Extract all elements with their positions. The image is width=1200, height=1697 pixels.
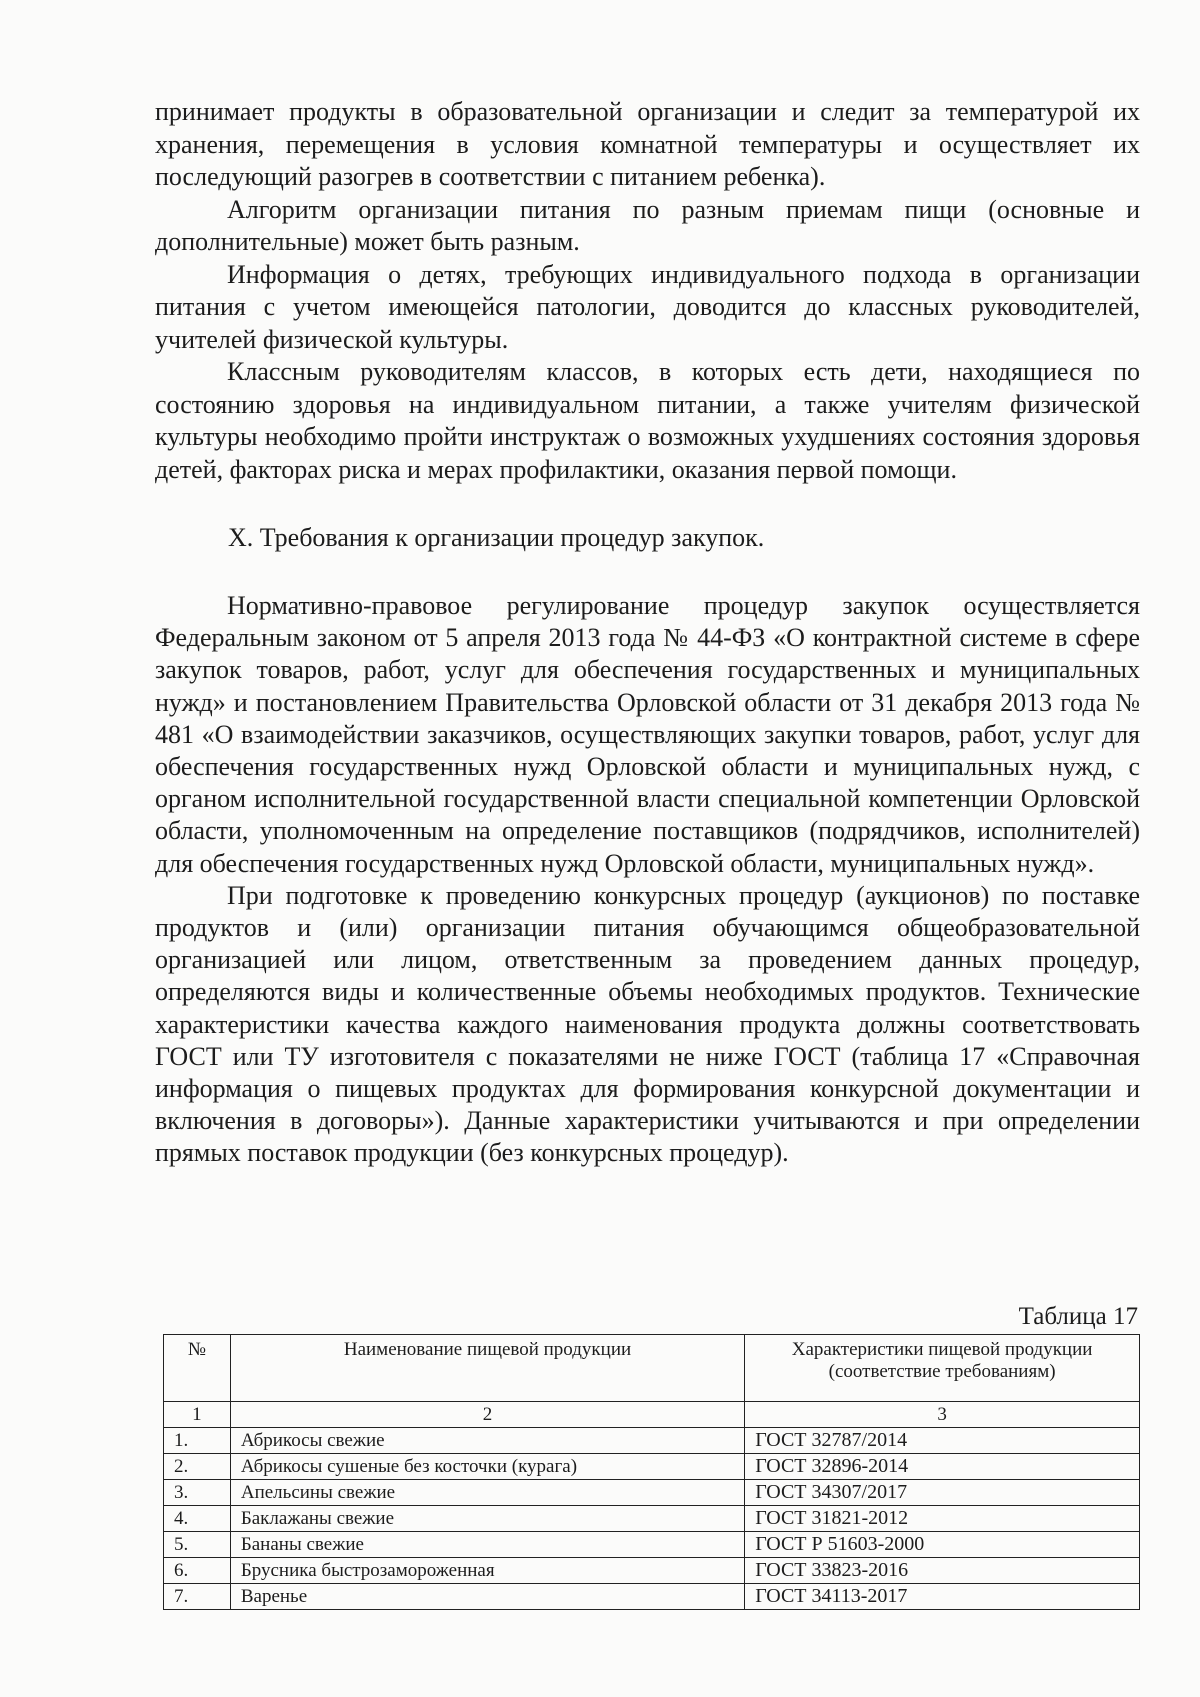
paragraph: Классным руководителям классов, в которых есть дети, находящиеся по состоянию здоровья на индивидуальном питании, а также учителям физической культуры необходимо пройти инструктаж о возможных ухудшениях состояния здоровья детей, факторах риска и мерах профилактики, оказания первой помощи. bbox=[155, 357, 1140, 484]
paragraph: Информация о детях, требующих индивидуального подхода в организации питания с учетом имеющейся патологии, доводится до классных руководителей, учителей физической культуры. bbox=[155, 259, 1140, 354]
table-cell: 7. bbox=[164, 1584, 231, 1610]
table-index-row bbox=[164, 1402, 1140, 1428]
table-cell: ГОСТ 34113-2017 bbox=[745, 1584, 1140, 1610]
column-header-number: № bbox=[164, 1335, 231, 1402]
table-cell: Апельсины свежие bbox=[230, 1480, 744, 1506]
table-cell: Абрикосы свежие bbox=[230, 1428, 744, 1454]
paragraph: При подготовке к проведению конкурсных процедур (аукционов) по поставке продуктов и (или) организации питания обучающимся общеобразовательной организацией или лицом, ответственным за проведением данных процедур, определяются виды и количественные объемы необходимых продуктов. Технические характеристики качества каждого наименования продукта должны соответствовать ГОСТ или ТУ изготовителя с показателями не ниже ГОСТ (таблица 17 «Справочная информация о пищевых продуктах для формирования конкурсной документации и включения в договоры»). Данные характеристики учитываются и при определении прямых поставок продукции (без конкурсных процедур). bbox=[155, 880, 1140, 1168]
table-cell: 5. bbox=[164, 1532, 231, 1558]
product-table bbox=[163, 1334, 1140, 1610]
table-cell: ГОСТ 32896-2014 bbox=[745, 1454, 1140, 1480]
table-cell: Брусника быстрозамороженная bbox=[230, 1558, 744, 1584]
column-header-name: Наименование пищевой продукции bbox=[230, 1335, 744, 1402]
table-cell: 6. bbox=[164, 1558, 231, 1584]
table-header-row bbox=[164, 1335, 1140, 1402]
table-cell: Абрикосы сушеные без косточки (курага) bbox=[230, 1454, 744, 1480]
table-row bbox=[164, 1558, 1140, 1584]
table-cell: ГОСТ 31821-2012 bbox=[745, 1506, 1140, 1532]
table-cell: Варенье bbox=[230, 1584, 744, 1610]
table-cell: 4. bbox=[164, 1506, 231, 1532]
paragraph: принимает продукты в образовательной организации и следит за температурой их хранения, перемещения в условия комнатной температуры и осуществляет их последующий разогрев в соответствии с питанием ребенка). bbox=[155, 97, 1140, 191]
section-heading: X. Требования к организации процедур закупок. bbox=[228, 523, 765, 552]
table-cell: ГОСТ 32787/2014 bbox=[745, 1428, 1140, 1454]
table-cell: 3 bbox=[745, 1402, 1140, 1428]
table-row bbox=[164, 1428, 1140, 1454]
table-cell: 3. bbox=[164, 1480, 231, 1506]
body-text-top bbox=[155, 96, 1140, 486]
paragraph: Нормативно-правовое регулирование процедур закупок осуществляется Федеральным законом от 5 апреля 2013 года № 44-ФЗ «О контрактной системе в сфере закупок товаров, работ, услуг для обеспечения государственных и муниципальных нужд» и постановлением Правительства Орловской области от 31 декабря 2013 года № 481 «О взаимодействии заказчиков, осуществляющих закупки товаров, работ, услуг для обеспечения государственных нужд Орловской области и муниципальных нужд, с органом исполнительной государственной власти специальной компетенции Орловской области, уполномоченным на определение поставщиков (подрядчиков, исполнителей) для обеспечения государственных нужд Орловской области, муниципальных нужд». bbox=[155, 591, 1140, 878]
column-header-characteristics: Характеристики пищевой продукции (соответствие требованиям) bbox=[745, 1335, 1140, 1402]
table-cell: Баклажаны свежие bbox=[230, 1506, 744, 1532]
table-row bbox=[164, 1584, 1140, 1610]
table-row bbox=[164, 1454, 1140, 1480]
table-cell: 1 bbox=[164, 1402, 231, 1428]
table-cell: 2 bbox=[230, 1402, 744, 1428]
table-cell: ГОСТ Р 51603-2000 bbox=[745, 1532, 1140, 1558]
body-text-bottom bbox=[155, 590, 1140, 1170]
table-cell: 1. bbox=[164, 1428, 231, 1454]
table-cell: ГОСТ 33823-2016 bbox=[745, 1558, 1140, 1584]
table-caption: Таблица 17 bbox=[1018, 1303, 1138, 1330]
table-row bbox=[164, 1532, 1140, 1558]
paragraph: Алгоритм организации питания по разным приемам пищи (основные и дополнительные) может быть разным. bbox=[155, 194, 1140, 256]
table-row bbox=[164, 1480, 1140, 1506]
table-row bbox=[164, 1506, 1140, 1532]
table-cell: ГОСТ 34307/2017 bbox=[745, 1480, 1140, 1506]
table-cell: Бананы свежие bbox=[230, 1532, 744, 1558]
table-cell: 2. bbox=[164, 1454, 231, 1480]
